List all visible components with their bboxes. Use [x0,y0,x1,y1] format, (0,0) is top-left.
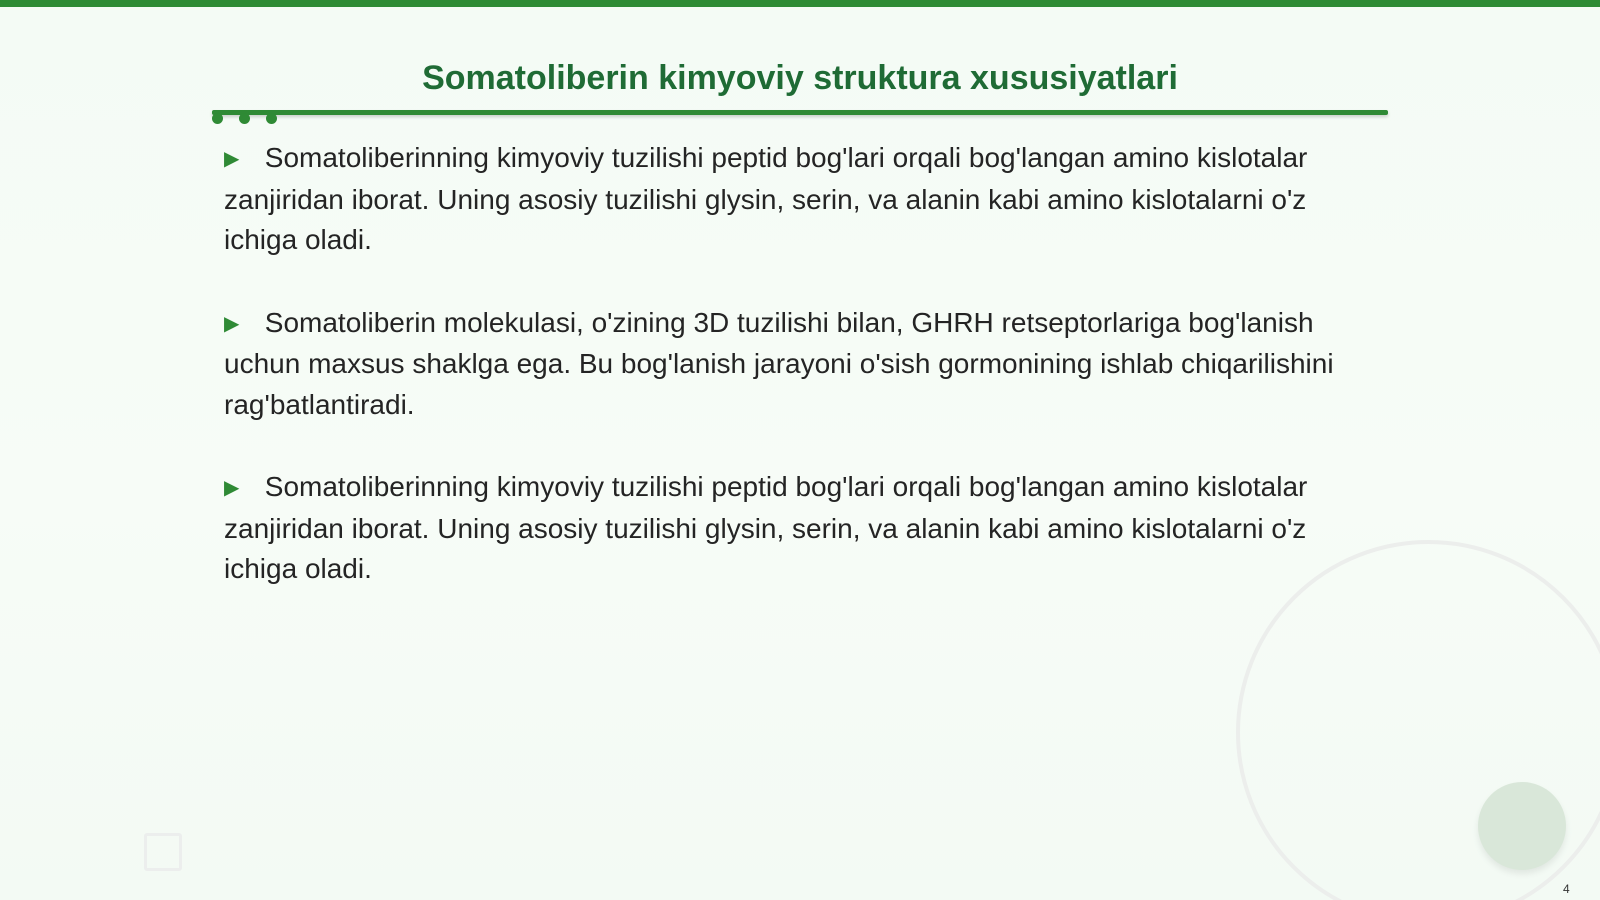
bullet-text: Somatoliberinning kimyoviy tuzilishi peptid bog'lari orqali bog'langan amino kislotalar zanjiridan iborat. Uning asosiy tuzilishi glysin, serin, va alanin kabi amino kislotalarni o'z ichiga oladi. [224,471,1308,584]
triangle-bullet-icon: ▶ [224,312,240,335]
decorative-dot-icon [266,113,277,124]
decorative-circle-icon [1478,782,1566,870]
bullet-item [224,467,1354,590]
slide-title: Somatoliberin kimyoviy struktura xususiyatlari [422,59,1178,97]
slide-number: 4 [1563,882,1570,896]
decorative-dot-icon [239,113,250,124]
triangle-bullet-icon: ▶ [224,477,240,499]
triangle-bullet-icon: ▶ [224,148,240,170]
decorative-square-icon [144,833,182,871]
top-accent-bar [0,0,1600,7]
bullet-item [224,138,1354,261]
bullet-text: Somatoliberinning kimyoviy tuzilishi peptid bog'lari orqali bog'langan amino kislotalar zanjiridan iborat. Uning asosiy tuzilishi glysin, serin, va alanin kabi amino kislotalarni o'z ichiga oladi. [224,142,1308,255]
bullet-item [224,303,1354,426]
bullet-text: Somatoliberin molekulasi, o'zining 3D tuzilishi bilan, GHRH retseptorlariga bog'lanish uchun maxsus shaklga ega. Bu bog'lanish jarayoni o'sish gormonining ishlab chiqarilishini rag'batlantiradi. [224,306,1334,420]
bullet-list [224,138,1354,632]
decorative-dot-icon [212,113,223,124]
title-underline [212,110,1388,115]
